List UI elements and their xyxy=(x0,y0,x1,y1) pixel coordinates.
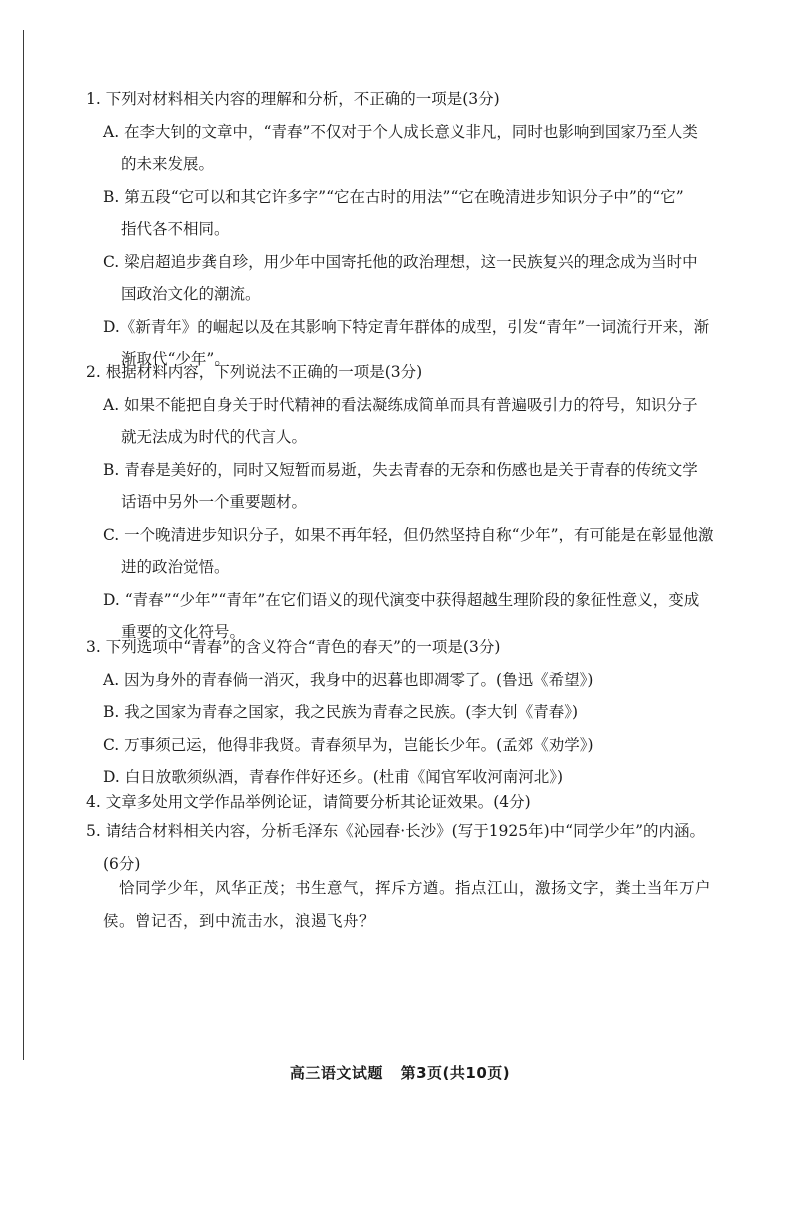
q1-option-b-cont: 指代各不相同。 xyxy=(121,220,230,238)
q2-option-c-cont: 进的政治觉悟。 xyxy=(121,558,230,576)
footer-page-number: 第3页(共10页) xyxy=(400,1064,511,1082)
question-2 xyxy=(86,356,746,649)
q3-option-a: A. 因为身外的青春倘一消灭，我身中的迟暮也即凋零了。(鲁迅《希望》) xyxy=(103,670,594,689)
q1-option-d-cont: 渐取代“少年”。 xyxy=(121,350,230,368)
q1-option-b: B. 第五段“它可以和其它许多字”“它在古时的用法”“它在晚清进步知识分子中”的“它” xyxy=(103,187,684,206)
poem-line-1: 恰同学少年，风华正茂；书生意气，挥斥方遒。指点江山，激扬文字，粪土当年万户 xyxy=(119,879,712,897)
footer-subject: 高三语文试题 xyxy=(289,1064,383,1082)
question-5-stem: 5. 请结合材料相关内容，分析毛泽东《沁园春·长沙》(写于1925年)中“同学少年”的内涵。 xyxy=(86,822,706,840)
poem-line-2: 侯。曾记否，到中流击水，浪遏飞舟？ xyxy=(103,912,376,930)
q1-option-a-cont: 的未来发展。 xyxy=(121,155,215,173)
poem-excerpt xyxy=(86,872,746,938)
question-2-stem: 2. 根据材料内容，下列说法不正确的一项是(3分) xyxy=(86,363,423,381)
question-1 xyxy=(86,83,746,376)
question-3-stem: 3. 下列选项中“青春”的含义符合“青色的春天”的一项是(3分) xyxy=(86,638,501,656)
q1-option-a: A. 在李大钊的文章中，“青春”不仅对于个人成长意义非凡，同时也影响到国家乃至人类 xyxy=(103,122,698,141)
q2-option-a-cont: 就无法成为时代的代言人。 xyxy=(121,428,308,446)
q2-option-b: B. 青春是美好的，同时又短暂而易逝，失去青春的无奈和伤感也是关于青春的传统文学 xyxy=(103,460,698,479)
q1-option-d: D.《新青年》的崛起以及在其影响下特定青年群体的成型，引发“青年”一词流行开来，渐 xyxy=(103,317,710,336)
q2-option-d-cont: 重要的文化符号。 xyxy=(121,623,246,641)
q2-option-c: C. 一个晚清进步知识分子，如果不再年轻，但仍然坚持自称“少年”，有可能是在彰显他激 xyxy=(103,525,714,544)
question-4 xyxy=(86,786,746,819)
q1-option-c: C. 梁启超追步龚自珍，用少年中国寄托他的政治理想，这一民族复兴的理念成为当时中 xyxy=(103,252,698,271)
q3-option-c: C. 万事须己运，他得非我贤。青春须早为，岂能长少年。(孟郊《劝学》) xyxy=(103,735,594,754)
question-5-stem-cont: (6分) xyxy=(103,854,141,873)
q3-option-d: D. 白日放歌须纵酒，青春作伴好还乡。(杜甫《闻官军收河南河北》) xyxy=(103,768,564,786)
q3-option-b: B. 我之国家为青春之国家，我之民族为青春之民族。(李大钊《青春》) xyxy=(103,703,579,721)
question-1-stem: 1. 下列对材料相关内容的理解和分析，不正确的一项是(3分) xyxy=(86,90,500,108)
q1-option-c-cont: 国政治文化的潮流。 xyxy=(121,285,261,303)
question-5 xyxy=(86,815,746,880)
question-4-stem: 4. 文章多处用文学作品举例论证，请简要分析其论证效果。(4分) xyxy=(86,793,531,811)
question-3 xyxy=(86,631,746,794)
page-footer xyxy=(0,1062,800,1083)
binding-margin-line xyxy=(23,30,24,1060)
q2-option-a: A. 如果不能把自身关于时代精神的看法凝练成简单而具有普遍吸引力的符号，知识分子 xyxy=(103,395,698,414)
q2-option-d: D. “青春”“少年”“青年”在它们语义的现代演变中获得超越生理阶段的象征性意义，变成 xyxy=(103,590,700,609)
q2-option-b-cont: 话语中另外一个重要题材。 xyxy=(121,493,308,511)
